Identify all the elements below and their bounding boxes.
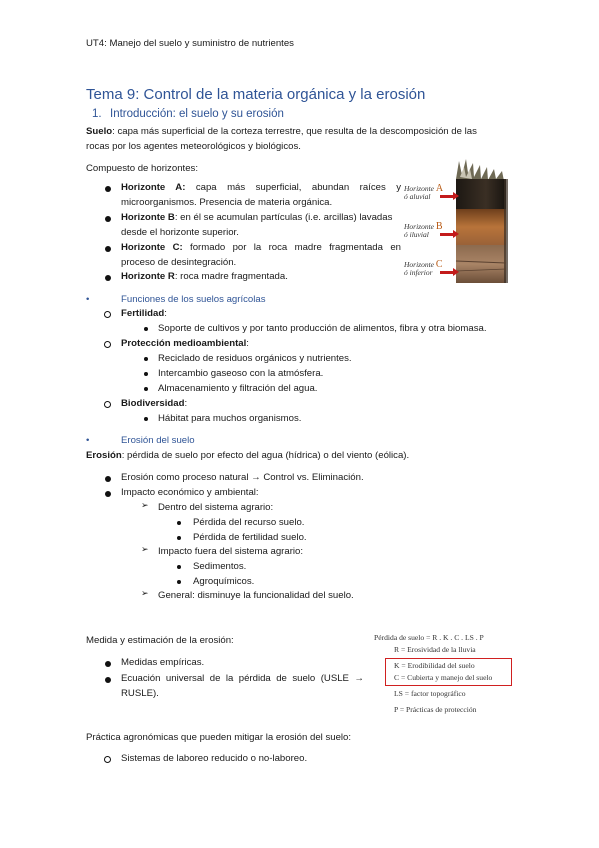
horizon-c-letter: C — [435, 259, 443, 270]
horizonte-c-l1: formado por la roca madre fragmentada en — [190, 242, 401, 253]
formula-c: C = Cubierta y manejo del suelo — [394, 673, 493, 682]
proteccion-item-1: Reciclado de residuos orgánicos y nutrientes. — [158, 353, 352, 364]
proteccion-colon: : — [246, 338, 249, 349]
bullet-icon: • — [86, 294, 90, 305]
erosion-heading: Erosión del suelo — [121, 435, 195, 446]
fertilidad-title — [121, 307, 167, 320]
erosion-term: Erosión — [86, 450, 122, 461]
horizon-c-name: Horizonte — [404, 260, 434, 269]
arrow-bullet-icon: ➢ — [141, 588, 149, 598]
arrow-bullet-icon: ➢ — [141, 544, 149, 554]
proteccion-item-2: Intercambio gaseoso con la atmósfera. — [158, 368, 324, 379]
horizonte-b-term: Horizonte B — [121, 212, 175, 223]
suelo-definition-line1 — [86, 125, 477, 138]
arrow-bullet-icon: ➢ — [141, 500, 149, 510]
erosion-item-1: Erosión como proceso natural → Control vs. Eliminación. — [121, 472, 364, 483]
horizonte-b-l2: desde el horizonte superior. — [121, 227, 239, 238]
horizon-a-sub: ó aluvial — [404, 192, 431, 201]
fuera-item-1: Sedimentos. — [193, 561, 247, 572]
proteccion-term: Protección medioambiental — [121, 338, 247, 349]
biodiversidad-title — [121, 397, 187, 410]
fertilidad-colon: : — [164, 308, 167, 319]
horizonte-r — [121, 270, 288, 283]
erosion-text: : pérdida de suelo por efecto del agua (hídrica) o del viento (eólica). — [121, 450, 410, 461]
horizonte-a-l2: microorganismos. Presencia de materia orgánica. — [121, 197, 333, 208]
biodiversidad-item-1: Hábitat para muchos organismos. — [158, 413, 302, 424]
horizonte-b-l1: : en él se acumulan partículas (i.e. arcillas) lavadas — [174, 212, 393, 223]
page-title: Tema 9: Control de la materia orgánica y la erosión — [86, 86, 426, 103]
section-label: Introducción: el suelo y su erosión — [110, 108, 284, 120]
circle-bullet-icon — [104, 756, 111, 763]
medida-item-2-l1: Ecuación universal de la pérdida de suelo (USLE → — [121, 673, 364, 684]
dentro-item-1: Pérdida del recurso suelo. — [193, 517, 305, 528]
bullet-icon — [105, 476, 111, 482]
soil-profile-image — [404, 157, 514, 287]
medida-item-2 — [121, 672, 364, 700]
horizon-b-letter: B — [435, 221, 443, 232]
medida-item-1: Medidas empíricas. — [121, 657, 205, 668]
biodiversidad-colon: : — [184, 398, 188, 409]
fuera-label: Impacto fuera del sistema agrario: — [158, 546, 304, 557]
formula-r: R = Erosividad de la lluvia — [394, 645, 476, 654]
dentro-label: Dentro del sistema agrario: — [158, 502, 274, 513]
biodiversidad-term: Biodiversidad — [121, 398, 185, 409]
horizon-b-label — [404, 223, 443, 239]
bullet-icon — [144, 327, 148, 331]
bullet-icon — [144, 387, 148, 391]
horizonte-c-l2: proceso de desintegración. — [121, 257, 237, 268]
bullet-icon — [177, 521, 181, 525]
suelo-definition-line2: rocas por los agentes meteorológicos y biológicos. — [86, 141, 301, 152]
suelo-text-1: : capa más superficial de la corteza terrestre, que resulta de la descomposición de las — [112, 126, 477, 137]
page-header: UT4: Manejo del suelo y suministro de nutrientes — [86, 38, 294, 49]
formula-ls: LS = factor topográfico — [394, 689, 466, 698]
arrow-right-icon — [440, 271, 454, 274]
arrow-right-icon — [440, 233, 454, 236]
horizon-c-label — [404, 261, 443, 277]
horizonte-r-l1: : roca madre fragmentada. — [174, 271, 288, 282]
formula-k: K = Erodibilidad del suelo — [394, 661, 475, 670]
horizonte-a-l1: capa más superficial, abundan raíces y — [195, 182, 401, 193]
bullet-icon — [105, 186, 111, 192]
horizonte-c-term: Horizonte C: — [121, 242, 183, 253]
general-label: General: disminuye la funcionalidad del suelo. — [158, 590, 354, 601]
bullet-icon: • — [86, 435, 90, 446]
horizonte-c — [121, 241, 401, 269]
horizontes-intro: Compuesto de horizontes: — [86, 163, 198, 174]
bullet-icon — [105, 246, 111, 252]
erosion-definition — [86, 449, 409, 462]
fertilidad-term: Fertilidad — [121, 308, 165, 319]
horizonte-a-term: Horizonte A: — [121, 182, 186, 193]
bullet-icon — [177, 536, 181, 540]
horizon-a-letter: A — [435, 183, 444, 194]
formula-equation: Pérdida de suelo = R . K . C . LS . P — [374, 633, 484, 642]
horizon-b-sub: ó iluvial — [404, 230, 429, 239]
bullet-icon — [105, 275, 111, 281]
usle-formula-image — [370, 632, 510, 724]
horizonte-b — [121, 211, 401, 239]
circle-bullet-icon — [104, 341, 111, 348]
horizonte-r-term: Horizonte R — [121, 271, 175, 282]
dentro-item-2: Pérdida de fertilidad suelo. — [193, 532, 307, 543]
fuera-item-2: Agroquímicos. — [193, 576, 255, 587]
horizonte-a — [121, 181, 401, 209]
circle-bullet-icon — [104, 311, 111, 318]
section-heading-intro — [92, 108, 284, 120]
formula-p: P = Prácticas de protección — [394, 705, 477, 714]
practica-heading: Práctica agronómicas que pueden mitigar la erosión del suelo: — [86, 732, 352, 743]
funciones-heading: Funciones de los suelos agrícolas — [121, 294, 266, 305]
bullet-icon — [177, 565, 181, 569]
bullet-icon — [105, 677, 111, 683]
proteccion-title — [121, 337, 249, 350]
erosion-item-2: Impacto económico y ambiental: — [121, 487, 259, 498]
bullet-icon — [105, 661, 111, 667]
horizon-a-name: Horizonte — [404, 184, 434, 193]
bullet-icon — [105, 491, 111, 497]
practica-item-1: Sistemas de laboreo reducido o no-laboreo. — [121, 753, 308, 764]
fertilidad-item-1: Soporte de cultivos y por tanto producción de alimentos, fibra y otra biomasa. — [158, 323, 487, 334]
bullet-icon — [177, 580, 181, 584]
medida-heading: Medida y estimación de la erosión: — [86, 635, 234, 646]
suelo-term: Suelo — [86, 126, 113, 137]
section-number: 1. — [92, 108, 102, 120]
circle-bullet-icon — [104, 401, 111, 408]
proteccion-item-3: Almacenamiento y filtración del agua. — [158, 383, 318, 394]
bullet-icon — [144, 417, 148, 421]
arrow-right-icon — [440, 195, 454, 198]
horizon-b-name: Horizonte — [404, 222, 434, 231]
bullet-icon — [105, 216, 111, 222]
horizon-c-sub: ó inferior — [404, 268, 433, 277]
bullet-icon — [144, 357, 148, 361]
medida-item-2-l2: RUSLE). — [121, 688, 159, 699]
bullet-icon — [144, 372, 148, 376]
horizon-a-label — [404, 185, 443, 201]
